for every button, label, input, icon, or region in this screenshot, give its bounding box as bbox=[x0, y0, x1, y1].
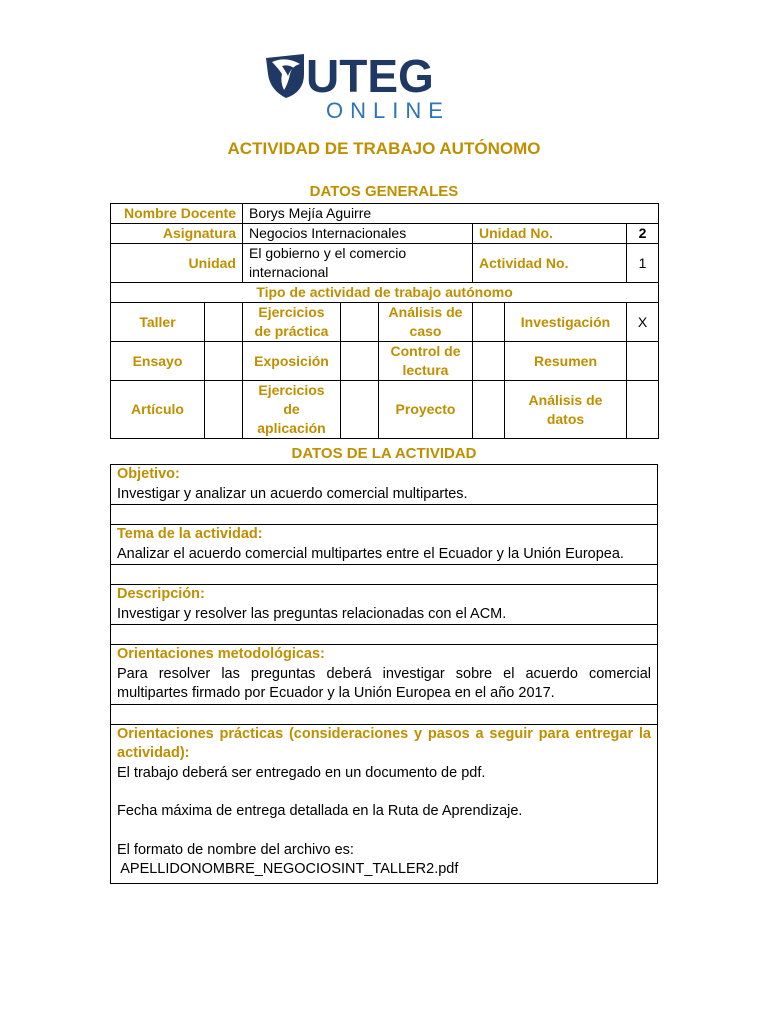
type-label: Ensayo bbox=[111, 342, 205, 381]
unidad-value: El gobierno y el comercio internacional bbox=[243, 244, 473, 283]
logo-brand-text: UTEG bbox=[306, 52, 434, 102]
unidad-no-value: 2 bbox=[627, 224, 659, 244]
asignatura-label: Asignatura bbox=[111, 224, 243, 244]
descripcion-label: Descripción: bbox=[117, 586, 205, 602]
shield-eagle-icon bbox=[266, 54, 304, 98]
general-data-table bbox=[110, 203, 659, 439]
type-mark bbox=[473, 303, 505, 342]
activity-data-heading: DATOS DE LA ACTIVIDAD bbox=[291, 445, 477, 462]
practicas-label: Orientaciones prácticas (consideraciones y pasos a seguir para entregar la actividad): bbox=[117, 725, 651, 761]
asignatura-value: Negocios Internacionales bbox=[243, 224, 473, 244]
type-row bbox=[111, 381, 659, 439]
unidad-no-label: Unidad No. bbox=[473, 224, 627, 244]
section-separator bbox=[111, 504, 657, 525]
tema-label: Tema de la actividad: bbox=[117, 526, 263, 542]
section-separator bbox=[111, 564, 657, 585]
type-label: Análisis de datos bbox=[505, 381, 627, 439]
descripcion-section bbox=[111, 585, 657, 624]
type-label: Taller bbox=[111, 303, 205, 342]
row-unidad bbox=[111, 244, 659, 283]
section-separator bbox=[111, 624, 657, 645]
type-mark bbox=[205, 303, 243, 342]
filename-format: APELLIDONOMBRE_NEGOCIOSINT_TALLER2.pdf bbox=[117, 861, 459, 877]
type-mark bbox=[473, 342, 505, 381]
type-mark bbox=[205, 381, 243, 439]
practicas-line: El formato de nombre del archivo es: bbox=[117, 841, 354, 858]
tipo-actividad-label: Tipo de actividad de trabajo autónomo bbox=[111, 283, 659, 303]
actividad-no-label: Actividad No. bbox=[473, 244, 627, 283]
type-row bbox=[111, 303, 659, 342]
docente-label: Nombre Docente bbox=[111, 204, 243, 224]
objetivo-section bbox=[111, 465, 657, 504]
type-mark bbox=[341, 342, 379, 381]
objetivo-label: Objetivo: bbox=[117, 466, 180, 482]
descripcion-text: Investigar y resolver las preguntas relacionadas con el ACM. bbox=[117, 605, 507, 622]
type-mark bbox=[205, 342, 243, 381]
type-label: Ejercicios de aplicación bbox=[243, 381, 341, 439]
practicas-section bbox=[111, 725, 657, 883]
logo-sub-text: ONLINE bbox=[326, 98, 450, 122]
type-label: Resumen bbox=[505, 342, 627, 381]
practicas-line: Fecha máxima de entrega detallada en la Ruta de Aprendizaje. bbox=[117, 803, 523, 819]
activity-data-box bbox=[110, 464, 658, 884]
type-mark bbox=[473, 381, 505, 439]
type-mark bbox=[627, 381, 659, 439]
tema-section bbox=[111, 525, 657, 564]
actividad-no-value: 1 bbox=[627, 244, 659, 283]
type-mark bbox=[341, 303, 379, 342]
docente-value: Borys Mejía Aguirre bbox=[243, 204, 659, 224]
page-title: ACTIVIDAD DE TRABAJO AUTÓNOMO bbox=[227, 139, 541, 158]
type-label: Artículo bbox=[111, 381, 205, 439]
type-label: Control de lectura bbox=[379, 342, 473, 381]
tema-text: Analizar el acuerdo comercial multipartes entre el Ecuador y la Unión Europea. bbox=[117, 545, 624, 562]
type-label: Análisis de caso bbox=[379, 303, 473, 342]
general-data-heading: DATOS GENERALES bbox=[309, 183, 459, 200]
type-label: Exposición bbox=[243, 342, 341, 381]
type-label: Proyecto bbox=[379, 381, 473, 439]
row-asignatura bbox=[111, 224, 659, 244]
objetivo-text: Investigar y analizar un acuerdo comercial multipartes. bbox=[117, 485, 468, 502]
type-row bbox=[111, 342, 659, 381]
practicas-line: El trabajo deberá ser entregado en un documento de pdf. bbox=[117, 764, 486, 781]
metodologicas-text: Para resolver las preguntas deberá investigar sobre el acuerdo comercial multipartes firmado por Ecuador y la Unión Europea en el año 2017. bbox=[117, 665, 651, 701]
row-tipo bbox=[111, 283, 659, 303]
metodologicas-label: Orientaciones metodológicas: bbox=[117, 646, 325, 662]
type-mark bbox=[341, 381, 379, 439]
unidad-label: Unidad bbox=[111, 244, 243, 283]
type-mark: X bbox=[627, 303, 659, 342]
row-docente bbox=[111, 204, 659, 224]
metodologicas-section bbox=[111, 645, 657, 704]
uteg-online-logo bbox=[262, 52, 472, 122]
type-label: Ejercicios de práctica bbox=[243, 303, 341, 342]
section-separator bbox=[111, 704, 657, 725]
type-label: Investigación bbox=[505, 303, 627, 342]
type-mark bbox=[627, 342, 659, 381]
